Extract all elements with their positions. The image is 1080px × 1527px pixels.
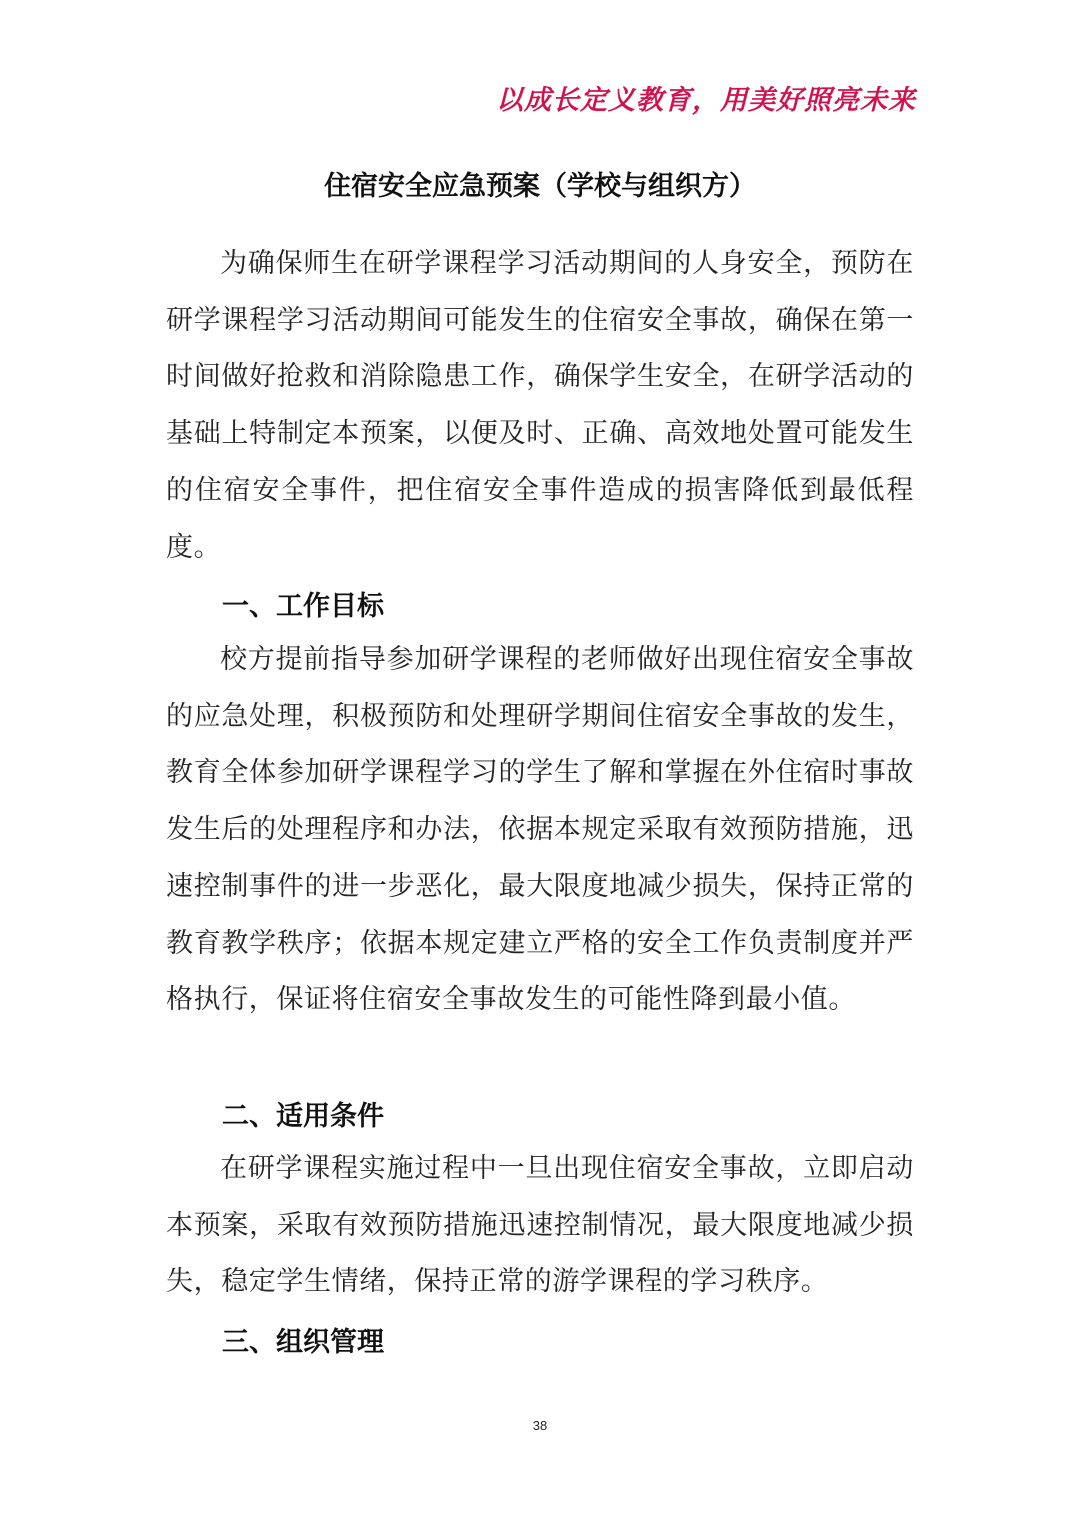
section-heading-conditions: 二、适用条件	[222, 1101, 384, 1132]
section-heading-organization: 三、组织管理	[222, 1327, 384, 1358]
document-title: 住宿安全应急预案（学校与组织方）	[324, 171, 756, 202]
intro-paragraph: 为确保师生在研学课程学习活动期间的人身安全，预防在研学课程学习活动期间可能发生的住宿安全事故，确保在第一时间做好抢救和消除隐患工作，确保学生安全，在研学活动的基础上特制定本预案，以便及时、正确、高效地处置可能发生的住宿安全事件，把住宿安全事件造成的损害降低到最低程度。	[166, 248, 914, 563]
page-number: 38	[532, 1418, 548, 1433]
section-body-goals: 校方提前指导参加研学课程的老师做好出现住宿安全事故的应急处理，积极预防和处理研学期间住宿安全事故的发生，教育全体参加研学课程学习的学生了解和掌握在外住宿时事故发生后的处理程序和办法，依据本规定采取有效预防措施，迅速控制事件的进一步恶化，最大限度地减少损失，保持正常的教育教学秩序；依据本规定建立严格的安全工作负责制度并严格执行，保证将住宿安全事故发生的可能性降到最小值。	[166, 644, 914, 1016]
section-body-conditions: 在研学课程实施过程中一旦出现住宿安全事故，立即启动本预案，采取有效预防措施迅速控制情况，最大限度地减少损失，稳定学生情绪，保持正常的游学课程的学习秩序。	[166, 1153, 914, 1298]
header-motto: 以成长定义教育，用美好照亮未来	[496, 85, 916, 116]
section-heading-goals: 一、工作目标	[222, 591, 384, 622]
